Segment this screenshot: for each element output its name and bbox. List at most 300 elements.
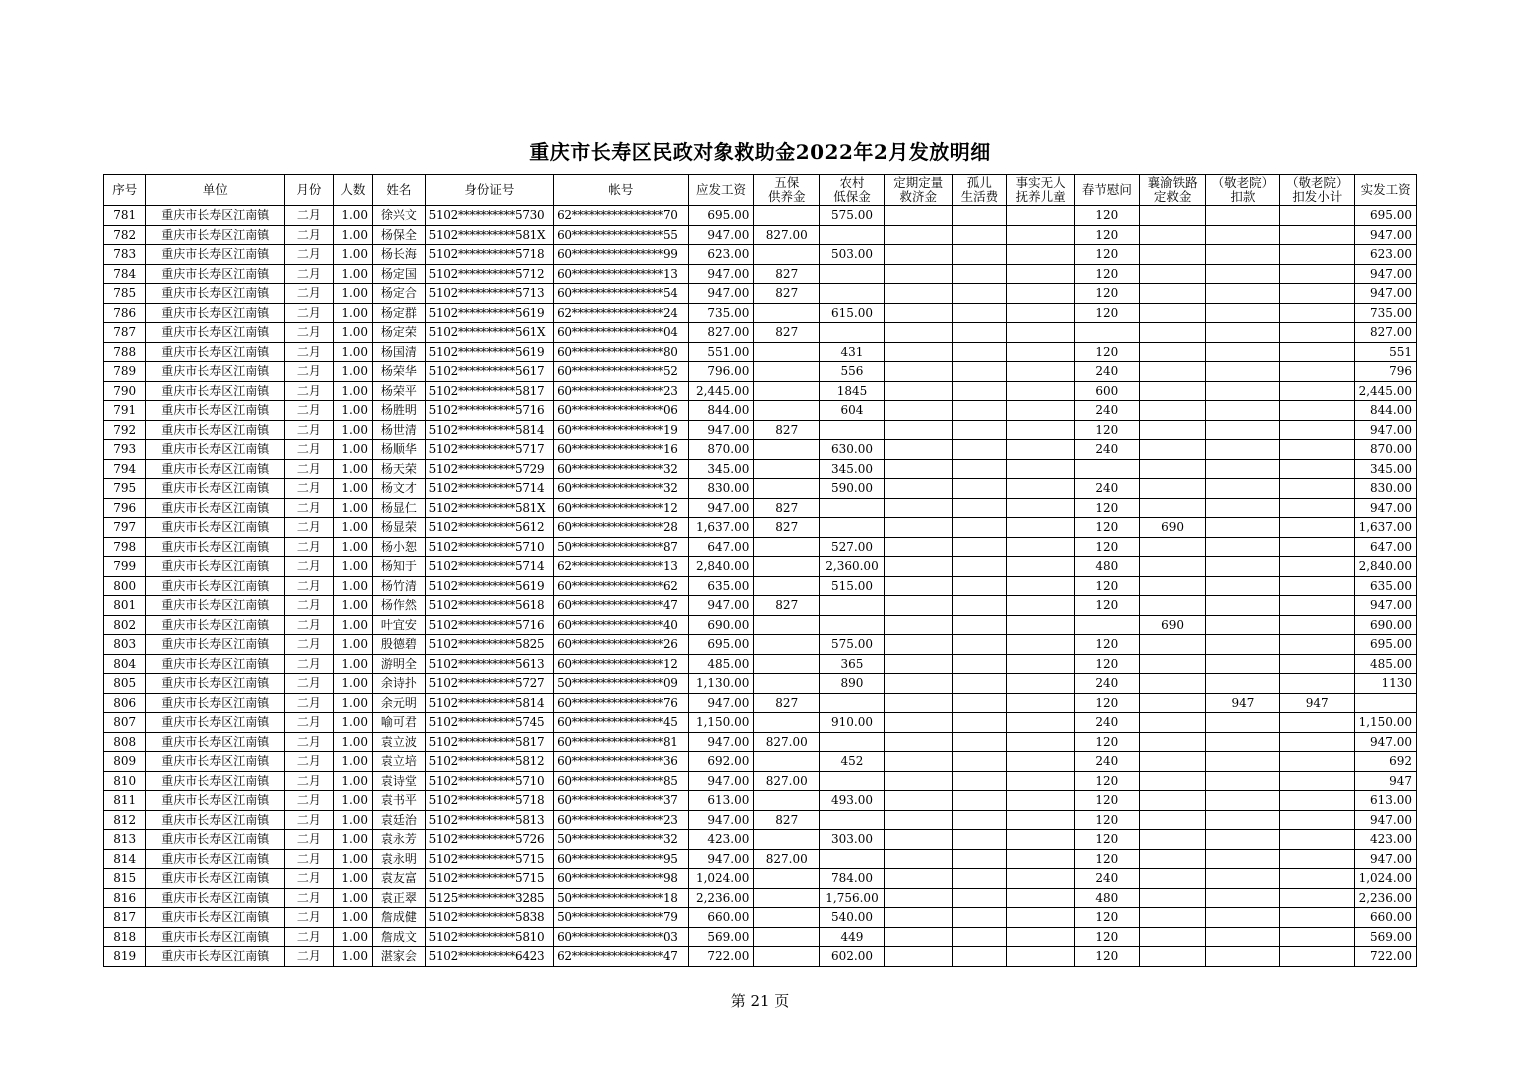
table-cell [754,459,820,479]
table-cell: 袁正翠 [373,888,426,908]
table-cell [1007,303,1075,323]
table-cell: 1.00 [333,810,372,830]
table-cell: 60****************80 [554,342,689,362]
table-cell [1280,264,1355,284]
table-cell: 806 [104,693,146,713]
table-cell: 50****************32 [554,830,689,850]
table-cell [952,576,1007,596]
table-row [104,479,1417,499]
table-cell: 60****************32 [554,479,689,499]
table-cell [952,440,1007,460]
table-cell: 杨小恕 [373,537,426,557]
table-row [104,849,1417,869]
table-cell: 重庆市长寿区江南镇 [146,557,285,577]
table-cell [1280,401,1355,421]
table-cell: 816 [104,888,146,908]
table-cell: 重庆市长寿区江南镇 [146,362,285,382]
table-cell: 827 [754,596,820,616]
table-cell [1007,596,1075,616]
table-row [104,362,1417,382]
table-cell [1280,791,1355,811]
table-cell: 二月 [285,284,334,304]
table-cell [884,830,952,850]
table-cell [1007,732,1075,752]
table-row [104,596,1417,616]
table-cell: 120 [1075,206,1140,226]
table-cell: 800 [104,576,146,596]
table-cell: 二月 [285,849,334,869]
table-cell [884,908,952,928]
table-cell: 240 [1075,674,1140,694]
table-cell: 947.00 [1355,849,1417,869]
table-cell: 947.00 [1355,596,1417,616]
table-cell [952,810,1007,830]
table-cell: 493.00 [820,791,885,811]
table-row [104,927,1417,947]
table-cell: 杨作然 [373,596,426,616]
table-cell: 947.00 [1355,420,1417,440]
table-cell: 5102**********5617 [425,362,553,382]
table-cell: 791 [104,401,146,421]
table-cell [884,849,952,869]
table-cell [952,791,1007,811]
table-cell: 重庆市长寿区江南镇 [146,225,285,245]
table-cell: 1.00 [333,791,372,811]
table-cell: 杨长海 [373,245,426,265]
table-cell: 695.00 [688,635,754,655]
table-cell: 5102**********5713 [425,284,553,304]
table-cell: 杨保全 [373,225,426,245]
table-cell: 120 [1075,732,1140,752]
column-header: （敬老院） 扣款 [1206,175,1280,206]
table-cell [754,576,820,596]
table-cell: 1.00 [333,635,372,655]
table-cell [884,362,952,382]
table-cell [1139,947,1206,967]
table-row [104,635,1417,655]
table-cell [754,401,820,421]
table-cell [884,732,952,752]
table-cell: 120 [1075,342,1140,362]
column-header: 单位 [146,175,285,206]
table-cell [1280,771,1355,791]
table-cell: 1.00 [333,225,372,245]
table-cell: 503.00 [820,245,885,265]
table-cell: 870.00 [1355,440,1417,460]
table-cell: 827.00 [754,771,820,791]
table-cell: 5102**********5727 [425,674,553,694]
table-row [104,576,1417,596]
table-cell [952,752,1007,772]
table-cell: 杨荣平 [373,381,426,401]
table-cell: 690.00 [688,615,754,635]
table-cell [1075,323,1140,343]
table-cell [1206,888,1280,908]
table-cell: 947.00 [688,771,754,791]
table-cell [1280,342,1355,362]
table-cell [754,440,820,460]
table-cell: 947 [1280,693,1355,713]
table-cell [952,635,1007,655]
table-cell: 重庆市长寿区江南镇 [146,927,285,947]
table-cell: 827.00 [688,323,754,343]
table-cell: 120 [1075,518,1140,538]
table-cell: 947.00 [1355,225,1417,245]
table-cell [1206,479,1280,499]
table-cell: 1.00 [333,303,372,323]
table-row [104,420,1417,440]
table-cell: 杨顺华 [373,440,426,460]
table-cell: 重庆市长寿区江南镇 [146,615,285,635]
table-cell: 890 [820,674,885,694]
table-cell: 62****************13 [554,557,689,577]
table-cell [884,303,952,323]
table-cell: 1845 [820,381,885,401]
table-cell [952,420,1007,440]
table-row [104,459,1417,479]
table-cell: 1.00 [333,537,372,557]
table-cell [1280,557,1355,577]
table-cell: 1.00 [333,752,372,772]
table-cell [952,615,1007,635]
table-cell [1206,459,1280,479]
table-cell [884,771,952,791]
table-cell [1280,732,1355,752]
table-cell [1139,693,1206,713]
table-row [104,810,1417,830]
table-cell: 二月 [285,693,334,713]
table-cell: 二月 [285,264,334,284]
table-cell: 杨显荣 [373,518,426,538]
table-cell: 5102**********5710 [425,537,553,557]
table-cell: 827 [754,693,820,713]
table-cell [1139,927,1206,947]
table-cell [884,576,952,596]
table-cell: 5102**********5618 [425,596,553,616]
table-cell [884,323,952,343]
table-cell: 二月 [285,420,334,440]
table-cell: 袁廷治 [373,810,426,830]
table-cell [1280,810,1355,830]
table-cell: 5102**********5812 [425,752,553,772]
table-cell: 947.00 [688,810,754,830]
table-cell [1206,674,1280,694]
table-cell: 798 [104,537,146,557]
table-cell [952,674,1007,694]
table-cell: 781 [104,206,146,226]
table-cell: 120 [1075,830,1140,850]
table-cell: 423.00 [1355,830,1417,850]
table-cell [1139,908,1206,928]
table-cell [754,869,820,889]
table-cell: 殷德碧 [373,635,426,655]
table-cell [1280,245,1355,265]
table-cell: 二月 [285,225,334,245]
table-cell: 湛家会 [373,947,426,967]
table-cell [754,615,820,635]
table-cell: 5102**********5718 [425,245,553,265]
table-cell: 1,637.00 [1355,518,1417,538]
table-cell: 1.00 [333,420,372,440]
table-row [104,518,1417,538]
table-cell [1206,381,1280,401]
table-cell: 827 [754,284,820,304]
column-header: 序号 [104,175,146,206]
table-cell [1139,752,1206,772]
table-cell: 786 [104,303,146,323]
table-cell: 1130 [1355,674,1417,694]
table-cell: 910.00 [820,713,885,733]
table-cell: 814 [104,849,146,869]
table-cell: 5102**********5712 [425,264,553,284]
table-cell: 二月 [285,888,334,908]
table-cell [754,303,820,323]
table-cell [754,654,820,674]
column-header: 事实无人 抚养儿童 [1007,175,1075,206]
table-cell [952,888,1007,908]
table-cell [754,830,820,850]
table-cell [884,888,952,908]
table-cell: 60****************37 [554,791,689,811]
table-cell: 5102**********5714 [425,479,553,499]
table-cell: 二月 [285,596,334,616]
table-cell: 827 [754,323,820,343]
table-cell: 二月 [285,323,334,343]
table-row [104,245,1417,265]
table-cell: 1,024.00 [1355,869,1417,889]
table-cell: 重庆市长寿区江南镇 [146,713,285,733]
table-cell [1139,362,1206,382]
table-cell: 60****************52 [554,362,689,382]
table-cell: 60****************12 [554,654,689,674]
table-row [104,225,1417,245]
table-cell [1139,479,1206,499]
table-cell: 二月 [285,479,334,499]
table-cell: 947.00 [688,732,754,752]
table-cell: 二月 [285,557,334,577]
table-cell: 1,637.00 [688,518,754,538]
table-cell: 袁立培 [373,752,426,772]
table-cell: 1,130.00 [688,674,754,694]
table-cell: 1.00 [333,654,372,674]
table-cell [1139,225,1206,245]
table-cell: 重庆市长寿区江南镇 [146,381,285,401]
table-cell: 重庆市长寿区江南镇 [146,401,285,421]
table-cell: 60****************03 [554,927,689,947]
table-cell: 1.00 [333,596,372,616]
table-cell [1280,635,1355,655]
table-cell [884,947,952,967]
table-cell [754,362,820,382]
table-cell [820,732,885,752]
table-cell: 449 [820,927,885,947]
table-cell: 重庆市长寿区江南镇 [146,732,285,752]
table-cell [952,830,1007,850]
table-cell [1007,284,1075,304]
table-cell: 二月 [285,401,334,421]
table-cell: 二月 [285,518,334,538]
table-cell [1007,401,1075,421]
table-cell [1139,459,1206,479]
table-cell: 50****************18 [554,888,689,908]
table-cell [754,674,820,694]
table-cell: 1.00 [333,401,372,421]
table-cell: 二月 [285,810,334,830]
table-cell: 1.00 [333,888,372,908]
table-cell [1280,362,1355,382]
table-cell: 60****************55 [554,225,689,245]
table-cell: 2,360.00 [820,557,885,577]
table-cell [1280,869,1355,889]
table-cell: 120 [1075,635,1140,655]
table-cell: 2,445.00 [1355,381,1417,401]
table-cell: 5102**********5729 [425,459,553,479]
table-cell [952,732,1007,752]
table-cell [1139,596,1206,616]
table-cell: 5102**********581X [425,225,553,245]
table-cell [884,674,952,694]
table-cell: 120 [1075,596,1140,616]
table-cell [1007,323,1075,343]
table-cell: 947.00 [688,284,754,304]
table-cell: 5102**********5817 [425,381,553,401]
table-cell: 792 [104,420,146,440]
table-cell: 袁永芳 [373,830,426,850]
table-cell: 804 [104,654,146,674]
table-row [104,401,1417,421]
table-cell: 827 [754,810,820,830]
table-row [104,830,1417,850]
table-cell [1007,498,1075,518]
table-cell: 947.00 [688,596,754,616]
table-cell: 120 [1075,849,1140,869]
table-cell: 947.00 [688,693,754,713]
table-cell: 947.00 [688,849,754,869]
table-cell: 805 [104,674,146,694]
table-cell: 1.00 [333,713,372,733]
table-cell [820,323,885,343]
table-cell [1139,635,1206,655]
table-cell: 二月 [285,947,334,967]
table-cell [754,479,820,499]
table-row [104,264,1417,284]
table-cell: 1.00 [333,927,372,947]
table-cell [1280,752,1355,772]
table-cell [1139,440,1206,460]
table-cell [1007,752,1075,772]
table-cell: 690 [1139,615,1206,635]
table-cell: 784 [104,264,146,284]
table-cell: 590.00 [820,479,885,499]
table-cell [952,342,1007,362]
table-row [104,791,1417,811]
table-cell [1206,498,1280,518]
table-cell [1007,674,1075,694]
table-cell [1139,771,1206,791]
table-cell: 120 [1075,771,1140,791]
table-cell: 1.00 [333,206,372,226]
table-cell [754,791,820,811]
table-cell: 徐兴文 [373,206,426,226]
table-cell [884,557,952,577]
table-cell [952,771,1007,791]
table-cell [1139,323,1206,343]
table-cell: 62****************47 [554,947,689,967]
table-cell [952,323,1007,343]
table-cell [1139,791,1206,811]
table-cell [952,537,1007,557]
table-cell: 1,024.00 [688,869,754,889]
table-cell [1280,381,1355,401]
table-cell: 60****************16 [554,440,689,460]
table-cell: 二月 [285,830,334,850]
table-cell: 810 [104,771,146,791]
table-cell: 60****************23 [554,810,689,830]
table-cell: 813 [104,830,146,850]
table-header-row [104,175,1417,206]
table-cell: 947 [1206,693,1280,713]
table-cell [1280,947,1355,967]
table-cell [1139,420,1206,440]
table-cell: 556 [820,362,885,382]
relief-fund-table [103,174,1417,967]
table-cell: 二月 [285,498,334,518]
table-cell [754,557,820,577]
table-cell: 重庆市长寿区江南镇 [146,654,285,674]
table-cell [1206,869,1280,889]
table-cell [1206,771,1280,791]
table-cell [1280,284,1355,304]
table-cell [1139,245,1206,265]
column-header: 孤儿 生活费 [952,175,1007,206]
table-cell: 1.00 [333,830,372,850]
table-cell: 60****************99 [554,245,689,265]
table-cell: 635.00 [688,576,754,596]
table-cell [820,693,885,713]
table-cell: 782 [104,225,146,245]
table-cell: 余元明 [373,693,426,713]
table-cell: 5102**********5717 [425,440,553,460]
table-cell [884,537,952,557]
table-cell: 120 [1075,693,1140,713]
table-cell [1139,303,1206,323]
table-cell [1075,615,1140,635]
table-cell [1139,206,1206,226]
table-cell [884,752,952,772]
table-cell: 615.00 [820,303,885,323]
table-cell [1206,518,1280,538]
table-cell: 790 [104,381,146,401]
table-cell [1075,459,1140,479]
table-cell: 240 [1075,440,1140,460]
table-cell: 60****************85 [554,771,689,791]
table-cell: 二月 [285,381,334,401]
table-cell: 重庆市长寿区江南镇 [146,245,285,265]
table-cell: 551 [1355,342,1417,362]
table-cell: 二月 [285,615,334,635]
table-cell [952,713,1007,733]
table-cell [1206,791,1280,811]
table-cell: 余诗扑 [373,674,426,694]
table-cell: 5102**********5838 [425,908,553,928]
table-cell [952,654,1007,674]
table-cell [820,264,885,284]
table-cell: 485.00 [1355,654,1417,674]
table-cell: 423.00 [688,830,754,850]
table-cell: 重庆市长寿区江南镇 [146,908,285,928]
table-cell [754,927,820,947]
table-cell [820,810,885,830]
